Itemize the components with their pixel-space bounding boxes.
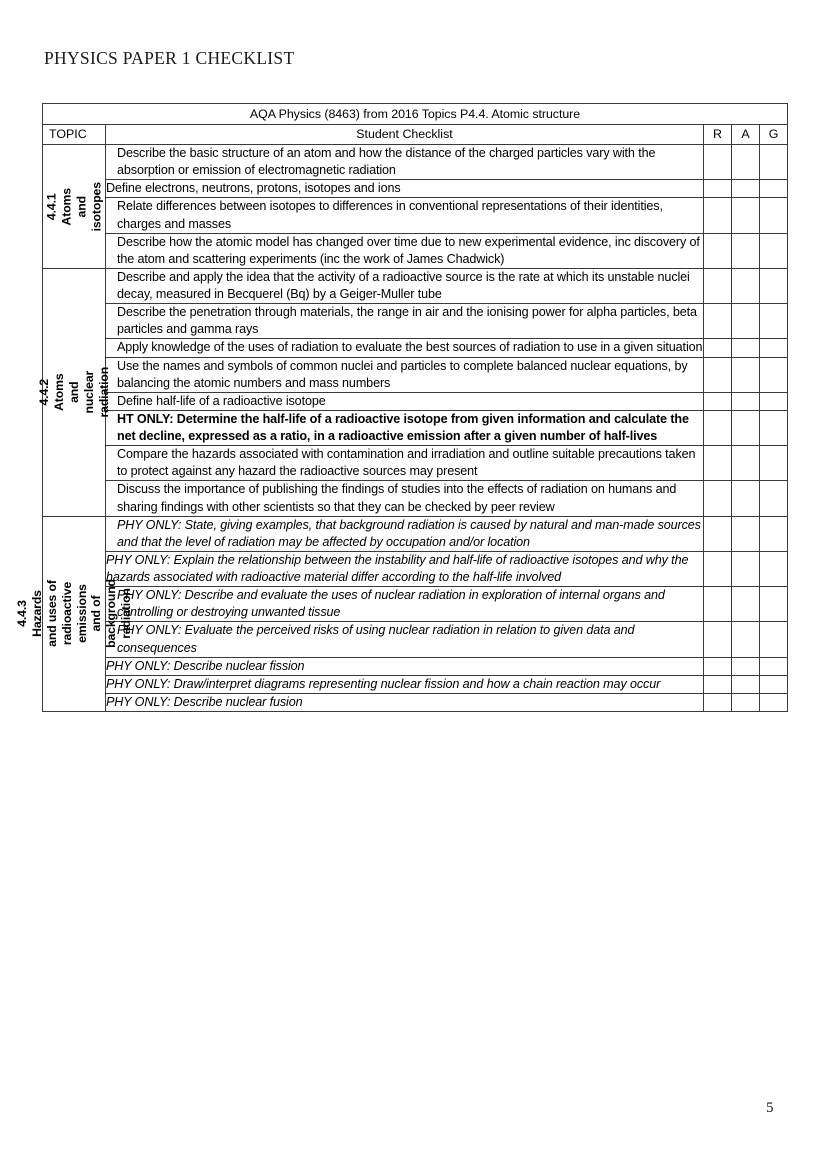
table-row [43,145,788,180]
rag-cell-g[interactable] [760,357,788,392]
rag-cell-g[interactable] [760,410,788,445]
rag-cell-a[interactable] [732,516,760,551]
checklist-item: Describe and apply the idea that the activity of a radioactive source is the rate at which its unstable nuclei decay, measured in Becquerel (Bq) by a Geiger-Muller tube [106,268,704,303]
checklist-item-ht-only: HT ONLY: Determine the half-life of a radioactive isotope from given information and calculate the net decline, expressed as a ratio, in a radioactive emission after a given number of half-lives [106,410,704,445]
checklist-item: PHY ONLY: Describe nuclear fusion [106,693,704,711]
rag-cell-g[interactable] [760,392,788,410]
rag-cell-a[interactable] [732,410,760,445]
rag-cell-r[interactable] [704,145,732,180]
rag-cell-r[interactable] [704,622,732,657]
rag-cell-g[interactable] [760,481,788,516]
table-row [43,657,788,675]
table-row [43,516,788,551]
rag-cell-a[interactable] [732,339,760,357]
rag-cell-r[interactable] [704,657,732,675]
rag-cell-r[interactable] [704,339,732,357]
rag-cell-r[interactable] [704,304,732,339]
rag-cell-r[interactable] [704,587,732,622]
column-header-topic: TOPIC [43,125,106,145]
checklist-item: Describe the penetration through materials, the range in air and the ionising power for alpha particles, beta particles and gamma rays [106,304,704,339]
rag-cell-g[interactable] [760,304,788,339]
checklist-item: PHY ONLY: Draw/interpret diagrams representing nuclear fission and how a chain reaction may occur [106,675,704,693]
rag-cell-g[interactable] [760,675,788,693]
checklist-item: Define half-life of a radioactive isotope [106,392,704,410]
rag-cell-r[interactable] [704,233,732,268]
rag-cell-g[interactable] [760,551,788,586]
table-caption: AQA Physics (8463) from 2016 Topics P4.4. Atomic structure [43,104,788,125]
rag-cell-r[interactable] [704,516,732,551]
checklist-item: Describe how the atomic model has changed over time due to new experimental evidence, inc discovery of the atom and scattering experiments (inc the work of James Chadwick) [106,233,704,268]
rag-cell-a[interactable] [732,481,760,516]
rag-cell-a[interactable] [732,145,760,180]
rag-cell-a[interactable] [732,587,760,622]
rag-cell-r[interactable] [704,675,732,693]
rag-cell-r[interactable] [704,446,732,481]
rag-cell-g[interactable] [760,233,788,268]
checklist-item: Use the names and symbols of common nuclei and particles to complete balanced nuclear equations, by balancing the atomic numbers and mass numbers [106,357,704,392]
table-row [43,551,788,586]
checklist-item: Compare the hazards associated with contamination and irradiation and outline suitable precautions taken to protect against any hazard the radioactive sources may present [106,446,704,481]
page-title: PHYSICS PAPER 1 CHECKLIST [44,48,295,68]
table-row [43,339,788,357]
checklist-item: PHY ONLY: Evaluate the perceived risks of using nuclear radiation in relation to given data and consequences [106,622,704,657]
topic-label-text: 4.4.3 Hazards and uses of radioactive emissions and of background radiation [14,579,133,649]
rag-cell-g[interactable] [760,657,788,675]
rag-cell-a[interactable] [732,693,760,711]
table-row [43,622,788,657]
table-caption-row [43,104,788,125]
rag-cell-r[interactable] [704,481,732,516]
column-header-student-checklist: Student Checklist [106,125,704,145]
rag-cell-g[interactable] [760,339,788,357]
rag-cell-a[interactable] [732,675,760,693]
rag-cell-a[interactable] [732,304,760,339]
rag-cell-a[interactable] [732,392,760,410]
table-row [43,180,788,198]
checklist-item: PHY ONLY: Describe and evaluate the uses of nuclear radiation in exploration of internal organs and controlling or destroying unwanted tissue [106,587,704,622]
rag-cell-r[interactable] [704,693,732,711]
rag-cell-g[interactable] [760,446,788,481]
checklist-item: PHY ONLY: Describe nuclear fission [106,657,704,675]
rag-cell-r[interactable] [704,198,732,233]
table-row [43,675,788,693]
rag-cell-g[interactable] [760,268,788,303]
checklist-item: Define electrons, neutrons, protons, isotopes and ions [106,180,704,198]
rag-cell-r[interactable] [704,551,732,586]
rag-cell-g[interactable] [760,516,788,551]
checklist-item: Describe the basic structure of an atom and how the distance of the charged particles vary with the absorption or emission of electromagnetic radiation [106,145,704,180]
topic-label-text: 4.4.2 Atoms and nuclear radiation [36,366,111,418]
table-row [43,357,788,392]
topic-label-text: 4.4.1 Atoms and isotopes [44,181,103,232]
rag-cell-g[interactable] [760,198,788,233]
rag-cell-a[interactable] [732,268,760,303]
checklist-table [14,103,788,712]
rag-cell-a[interactable] [732,198,760,233]
topic-label-4-4-3 [14,516,133,711]
rag-cell-a[interactable] [732,357,760,392]
checklist-item: PHY ONLY: Explain the relationship between the instability and half-life of radioactive isotopes and why the hazards associated with radioactive material differ according to the half-life involved [106,551,704,586]
checklist-item: PHY ONLY: State, giving examples, that background radiation is caused by natural and man-made sources and that the level of radiation may be affected by occupation and/or location [106,516,704,551]
table-row [43,587,788,622]
table-row [43,693,788,711]
column-header-red: R [704,125,732,145]
checklist-item: Relate differences between isotopes to differences in conventional representations of their identities, charges and masses [106,198,704,233]
table-row [43,410,788,445]
rag-cell-a[interactable] [732,622,760,657]
table-row [43,481,788,516]
table-row [43,198,788,233]
rag-cell-r[interactable] [704,180,732,198]
column-header-amber: A [732,125,760,145]
topic-label-4-4-2 [36,268,111,516]
rag-cell-a[interactable] [732,233,760,268]
checklist-item: Discuss the importance of publishing the findings of studies into the effects of radiation on humans and sharing findings with other scientists so that they can be checked by peer review [106,481,704,516]
rag-cell-r[interactable] [704,357,732,392]
rag-cell-a[interactable] [732,657,760,675]
rag-cell-g[interactable] [760,622,788,657]
column-header-green: G [760,125,788,145]
table-header-row [43,125,788,145]
rag-cell-r[interactable] [704,268,732,303]
rag-cell-a[interactable] [732,180,760,198]
page-number: 5 [766,1100,774,1116]
topic-label-4-4-1 [43,145,106,269]
rag-cell-r[interactable] [704,410,732,445]
checklist-item: Apply knowledge of the uses of radiation to evaluate the best sources of radiation to use in a given situation [106,339,704,357]
rag-cell-a[interactable] [732,446,760,481]
table-row [43,446,788,481]
rag-cell-g[interactable] [760,180,788,198]
rag-cell-g[interactable] [760,587,788,622]
rag-cell-r[interactable] [704,392,732,410]
rag-cell-g[interactable] [760,693,788,711]
table-row [43,392,788,410]
table-row [43,268,788,303]
rag-cell-a[interactable] [732,551,760,586]
table-row [43,233,788,268]
table-row [43,304,788,339]
rag-cell-g[interactable] [760,145,788,180]
